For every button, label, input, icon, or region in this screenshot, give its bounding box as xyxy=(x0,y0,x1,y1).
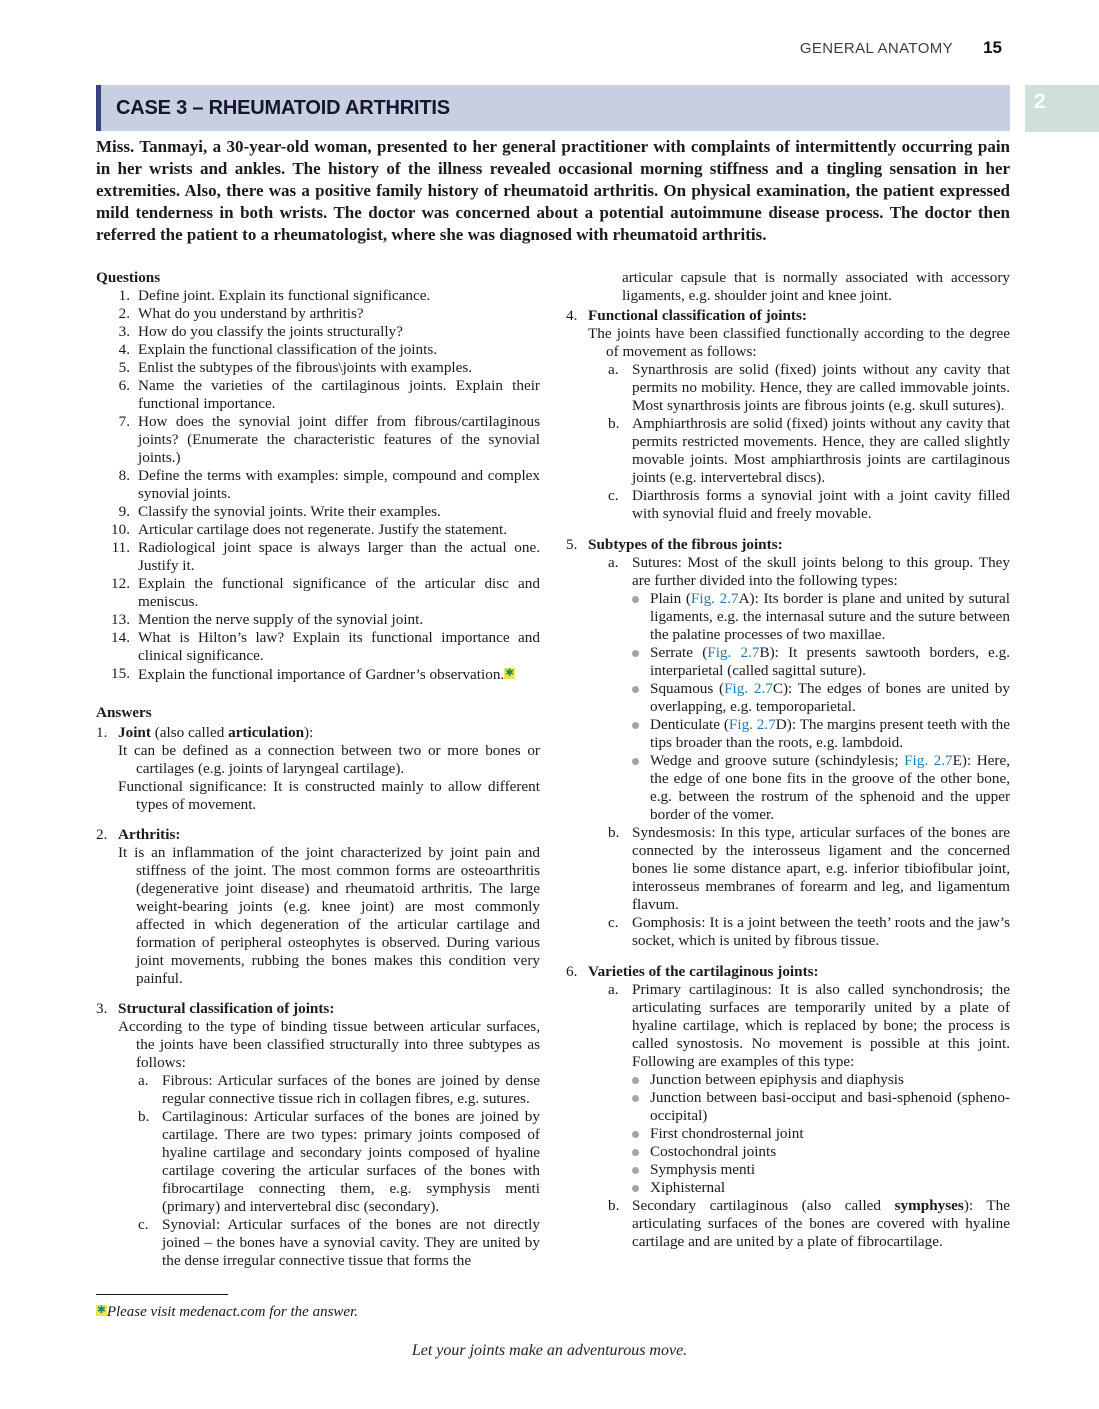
bullet-item xyxy=(632,590,1010,644)
sub-item-label: b. xyxy=(608,415,620,432)
answer-number: 5. xyxy=(566,536,578,553)
answer-title: Varieties of the cartilaginous joints: xyxy=(588,963,819,980)
question-item xyxy=(96,539,540,575)
question-text: What do you understand by arthritis? xyxy=(138,305,364,322)
question-text: Classify the synovial joints. Write their examples. xyxy=(138,503,441,520)
answer-item xyxy=(96,724,540,814)
question-text: Explain the functional importance of Gardner’s observation.✱ xyxy=(138,666,515,683)
left-column xyxy=(96,269,540,1321)
bullet-item xyxy=(632,752,1010,824)
question-number: 9. xyxy=(118,503,130,520)
answer-body xyxy=(118,1000,540,1270)
question-text: What is Hilton’s law? Explain its functional importance and clinical significance. xyxy=(138,629,540,664)
answer-item xyxy=(566,536,1010,950)
bullet-text: Xiphisternal xyxy=(650,1179,726,1196)
sub-item-label: a. xyxy=(608,981,619,998)
case-intro-paragraph: Miss. Tanmayi, a 30-year-old woman, presented to her general practitioner with complaints of intermittently occurring pain in her wrists and ankles. The history of the illness revealed occasional morning stiffness and a tingling sensation in her extremities. Also, there was a positive family history of rheumatoid arthritis. On physical examination, the patient expressed mild tenderness in both wrists. The doctor was concerned about a potential autoimmune disease process. The doctor then referred the patient to a rheumatologist, where she was diagnosed with rheumatoid arthritis. xyxy=(96,137,1010,244)
question-text: Enlist the subtypes of the fibrous\joints with examples. xyxy=(138,359,473,376)
bullet-item xyxy=(632,1089,1010,1125)
page-number: 15 xyxy=(983,38,1002,57)
question-number: 4. xyxy=(118,341,130,358)
question-text: Radiological joint space is always larger than the actual one. Justify it. xyxy=(138,539,540,574)
sub-item-text: Cartilaginous: Articular surfaces of the bones are joined by cartilage. There are two types: primary joints composed of hyaline cartilage and secondary joints composed of hyaline cartilage covering the articular surfaces of the bones with fibrocartilage connecting them, e.g. symphysis menti (primary) and intervertebral disc (secondary). xyxy=(162,1108,540,1215)
bullet-item xyxy=(632,1143,1010,1161)
bullet-icon xyxy=(632,722,639,729)
answer-body xyxy=(118,724,540,814)
sub-item xyxy=(608,1197,1010,1251)
question-number: 6. xyxy=(118,377,130,394)
bullet-text: Plain (Fig. 2.7A): Its border is plane and united by sutural ligaments, e.g. the internasal suture and the suture between the palatine processes of two maxillae. xyxy=(650,590,1011,643)
footnote-rule xyxy=(96,1294,228,1295)
answer-number: 2. xyxy=(96,826,108,843)
answer-item xyxy=(96,826,540,988)
question-number: 3. xyxy=(118,323,130,340)
sub-item-label: b. xyxy=(608,824,620,841)
question-number: 7. xyxy=(118,413,130,430)
bullet-icon xyxy=(632,1095,639,1102)
case-title: CASE 3 – RHEUMATOID ARTHRITIS xyxy=(116,96,450,119)
continuation-paragraph: articular capsule that is normally associated with accessory ligaments, e.g. shoulder joint and knee joint. xyxy=(622,269,1010,304)
question-item xyxy=(96,323,540,341)
question-item xyxy=(96,341,540,359)
answer-item xyxy=(96,1000,540,1270)
answer-number: 1. xyxy=(96,724,108,741)
bullet-icon xyxy=(632,650,639,657)
sub-item-body xyxy=(632,981,1010,1197)
question-item xyxy=(96,359,540,377)
question-text: Articular cartilage does not regenerate. Justify the statement. xyxy=(138,521,507,538)
sub-item-body xyxy=(632,554,1010,824)
question-text: How do you classify the joints structurally? xyxy=(138,323,403,340)
answers-list xyxy=(96,724,540,1270)
bullet-icon xyxy=(632,1149,639,1156)
bullet-item xyxy=(632,1179,1010,1197)
question-text: How does the synovial joint differ from fibrous/cartilaginous joints? (Enumerate the characteristic features of the synovial joints.) xyxy=(138,413,540,466)
answer-title: Structural classification of joints: xyxy=(118,1000,335,1017)
bullet-text: Junction between epiphysis and diaphysis xyxy=(650,1071,904,1088)
bullet-text: Costochondral joints xyxy=(650,1143,777,1160)
answer-number: 3. xyxy=(96,1000,108,1017)
bullet-text: Squamous (Fig. 2.7C): The edges of bones are united by overlapping, e.g. temporoparietal. xyxy=(650,680,1010,715)
bullet-item xyxy=(632,680,1010,716)
sub-item xyxy=(608,981,1010,1197)
sub-item-text: Diarthrosis forms a synovial joint with a joint cavity filled with synovial fluid and freely movable. xyxy=(632,487,1010,522)
question-number: 12. xyxy=(111,575,130,592)
question-number: 5. xyxy=(118,359,130,376)
footer-quote: Let your joints make an adventurous move. xyxy=(411,1342,688,1359)
bullet-text: Serrate (Fig. 2.7B): It presents sawtooth borders, e.g. interparietal (called sagittal suture). xyxy=(650,644,1010,679)
sub-item-text: Amphiarthrosis are solid (fixed) joints without any cavity that permits restricted movements. Hence, they are called slightly movable joints. Most amphiarthrosis joints are cartilaginous joints (e.g. intervertebral discs). xyxy=(632,415,1010,486)
bullet-icon xyxy=(632,758,639,765)
bullet-text: Wedge and groove suture (schindylesis; Fig. 2.7E): Here, the edge of one bone fits in the groove of the other bone, e.g. between the rostrum of the sphenoid and the upper border of the vomer. xyxy=(650,752,1011,823)
footnote xyxy=(96,1294,540,1321)
asterisk-icon: ✱ xyxy=(97,1305,106,1316)
sub-item-label: a. xyxy=(608,361,619,378)
question-text: Explain the functional significance of the articular disc and meniscus. xyxy=(138,575,540,610)
question-number: 13. xyxy=(111,611,130,628)
sub-item-label: b. xyxy=(608,1197,620,1214)
answer-title: Arthritis: xyxy=(118,826,181,843)
chapter-tab xyxy=(1025,85,1099,132)
bullet-icon xyxy=(632,1131,639,1138)
question-number: 11. xyxy=(111,539,130,556)
question-text: Mention the nerve supply of the synovial joint. xyxy=(138,611,424,628)
sub-item xyxy=(138,1216,540,1270)
bullet-item xyxy=(632,644,1010,680)
answers-heading: Answers xyxy=(96,704,152,721)
chapter-number: 2 xyxy=(1034,90,1046,113)
answer-title: Functional classification of joints: xyxy=(588,307,807,324)
bullet-item xyxy=(632,1071,1010,1089)
bullet-text: Symphysis menti xyxy=(650,1161,756,1178)
answer-paragraph: The joints have been classified functionally according to the degree of movement as follows: xyxy=(588,325,1010,360)
bullet-item xyxy=(632,716,1010,752)
question-number: 2. xyxy=(118,305,130,322)
sub-item-text: Syndesmosis: In this type, articular surfaces of the bones are connected by the interosseus ligament and the concerned bones lie some distance apart, e.g. inferior tibiofibular joint, interosseus membranes of forearm and leg, and ligamentum flavum. xyxy=(632,824,1010,913)
answer-paragraph: Functional significance: It is constructed mainly to allow different types of movement. xyxy=(118,778,540,813)
footnote-message: Please visit medenact.com for the answer. xyxy=(106,1304,359,1320)
sub-item-label: b. xyxy=(138,1108,150,1125)
running-header xyxy=(800,38,1002,58)
sub-item xyxy=(608,914,1010,950)
sub-item-text: Sutures: Most of the skull joints belong to this group. They are further divided into the following types: xyxy=(632,554,1010,589)
answer-number: 4. xyxy=(566,307,578,324)
sub-item-label: c. xyxy=(608,914,619,931)
question-item xyxy=(96,611,540,629)
question-number: 1. xyxy=(118,287,130,304)
question-item xyxy=(96,629,540,665)
question-item xyxy=(96,377,540,413)
sub-item xyxy=(608,415,1010,487)
bullet-text: Denticulate (Fig. 2.7D): The margins present teeth with the tips broader than the roots, e.g. lambdoid. xyxy=(650,716,1010,751)
sub-item xyxy=(138,1108,540,1216)
answer-body xyxy=(588,536,1010,950)
sub-item-label: c. xyxy=(138,1216,149,1233)
answer-title: Joint (also called articulation): xyxy=(118,724,314,741)
bullet-icon xyxy=(632,1185,639,1192)
sub-item-text: Synovial: Articular surfaces of the bones are not directly joined – the bones have a synovial cavity. They are united by the dense irregular connective tissue that forms the xyxy=(162,1216,540,1269)
answer-title: Subtypes of the fibrous joints: xyxy=(588,536,783,553)
question-item xyxy=(96,467,540,503)
case-banner xyxy=(96,85,1010,131)
question-text: Name the varieties of the cartilaginous joints. Explain their functional importance. xyxy=(138,377,540,412)
question-item xyxy=(96,413,540,467)
question-number: 8. xyxy=(118,467,130,484)
question-item xyxy=(96,287,540,305)
bullet-text: Junction between basi-occiput and basi-sphenoid (spheno-occipital) xyxy=(650,1089,1010,1124)
bullet-icon xyxy=(632,686,639,693)
answer-body xyxy=(588,963,1010,1251)
bullet-icon xyxy=(632,1077,639,1084)
bullet-item xyxy=(632,1125,1010,1143)
sub-item-text: Gomphosis: It is a joint between the teeth’ roots and the jaw’s socket, which is united by fibrous tissue. xyxy=(632,914,1010,949)
question-text: Define joint. Explain its functional significance. xyxy=(138,287,431,304)
question-item xyxy=(96,665,540,684)
sub-item xyxy=(608,361,1010,415)
sub-item xyxy=(608,487,1010,523)
question-number: 15. xyxy=(111,665,130,682)
answer-item xyxy=(566,307,1010,523)
answer-paragraph: According to the type of binding tissue between articular surfaces, the joints have been classified structurally into three subtypes as follows: xyxy=(118,1018,540,1071)
two-column-body xyxy=(96,269,1010,1321)
question-number: 10. xyxy=(111,521,130,538)
answer-body xyxy=(118,826,540,988)
answer-item xyxy=(566,963,1010,1251)
bullet-text: First chondrosternal joint xyxy=(650,1125,804,1142)
question-item xyxy=(96,305,540,323)
right-column xyxy=(566,269,1010,1321)
sub-item-label: a. xyxy=(138,1072,149,1089)
sub-item-label: a. xyxy=(608,554,619,571)
sub-item-label: c. xyxy=(608,487,619,504)
answer-number: 6. xyxy=(566,963,578,980)
answers-list xyxy=(566,307,1010,1251)
bullet-icon xyxy=(632,1167,639,1174)
answer-paragraph: It can be defined as a connection between two or more bones or cartilages (e.g. joints of laryngeal cartilage). xyxy=(118,742,540,777)
sub-item xyxy=(138,1072,540,1108)
running-title: GENERAL ANATOMY xyxy=(799,40,954,57)
sub-item xyxy=(608,554,1010,824)
bullet-item xyxy=(632,1161,1010,1179)
sub-item-text: Primary cartilaginous: It is also called synchondrosis; the articulating surfaces are temporarily united by a plate of hyaline cartilage, which is replaced by bone; the process is called synostosis. No movement is possible at this joint. Following are examples of this type: xyxy=(632,981,1010,1070)
question-item xyxy=(96,575,540,611)
footnote-text xyxy=(96,1302,540,1321)
answer-paragraph: It is an inflammation of the joint characterized by joint pain and stiffness of the joint. The most common forms are osteoarthritis (degenerative joint disease) and rheumatoid arthritis. The large weight-bearing joints (e.g. knee joint) are most commonly affected in which degeneration of the articular cartilage and formation of peripheral osteophytes is observed. During various joint movements, rubbing the bones makes this condition very painful. xyxy=(118,844,540,987)
sub-item-text: Secondary cartilaginous (also called symphyses): The articulating surfaces of the bones are covered with hyaline cartilage and are united by a plate of fibrocartilage. xyxy=(632,1197,1010,1250)
sub-item xyxy=(608,824,1010,914)
answer-body xyxy=(588,307,1010,523)
bullet-icon xyxy=(632,596,639,603)
question-item xyxy=(96,503,540,521)
sub-item-text: Fibrous: Articular surfaces of the bones are joined by dense regular connective tissue rich in collagen fibres, e.g. sutures. xyxy=(162,1072,540,1107)
questions-heading: Questions xyxy=(96,269,161,286)
question-text: Explain the functional classification of the joints. xyxy=(138,341,438,358)
sub-item-text: Synarthrosis are solid (fixed) joints without any cavity that permits no mobility. Hence, they are called immovable joints. Most synarthrosis joints are fibrous joints (e.g. skull sutures). xyxy=(632,361,1010,414)
question-number: 14. xyxy=(111,629,130,646)
question-text: Define the terms with examples: simple, compound and complex synovial joints. xyxy=(138,467,540,502)
question-item xyxy=(96,521,540,539)
